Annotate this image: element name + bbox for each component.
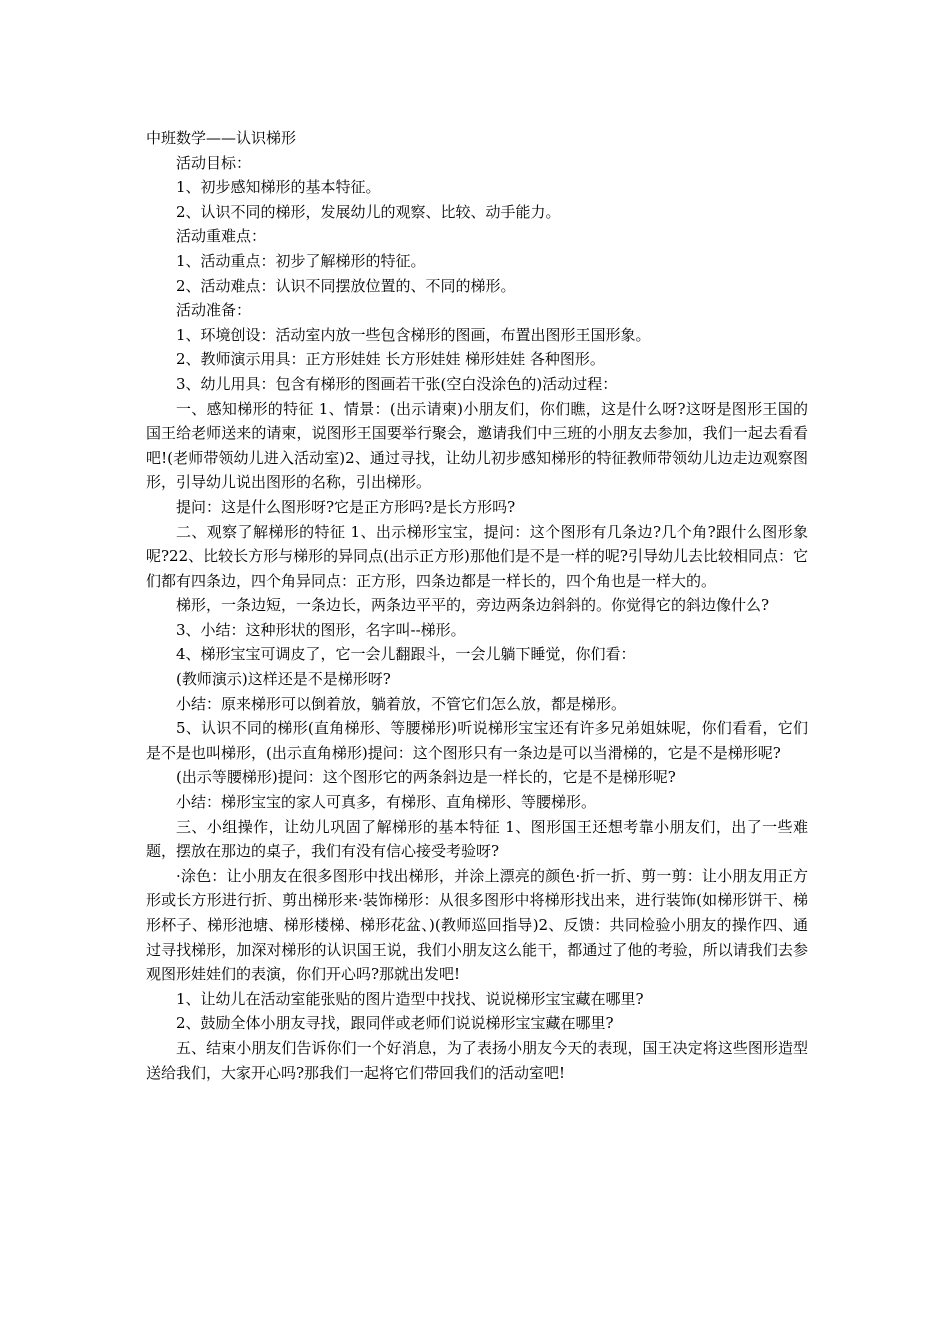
paragraph: 五、结束小朋友们告诉你们一个好消息，为了表扬小朋友今天的表现，国王决定将这些图形造型送给我们，大家开心吗?那我们一起将它们带回我们的活动室吧! <box>146 1038 808 1082</box>
paragraph: 活动重难点： <box>176 227 267 246</box>
paragraph: 1、初步感知梯形的基本特征。 <box>176 178 381 197</box>
paragraph: 1、环境创设：活动室内放一些包含梯形的图画，布置出图形王国形象。 <box>176 325 651 344</box>
paragraph: 4、梯形宝宝可调皮了，它一会儿翻跟斗，一会儿躺下睡觉，你们看： <box>176 645 636 664</box>
paragraph: 提问：这是什么图形呀?它是正方形吗?是长方形吗? <box>176 497 516 516</box>
paragraph: 二、观察了解梯形的特征 1、出示梯形宝宝，提问：这个图形有几条边?几个角?跟什么图形象呢?22、比较长方形与梯形的异同点(出示正方形)那他们是不是一样的呢?引导幼儿去比较相同点：它们都有四条边，四个角异同点：正方形，四条边都是一样长的，四个角也是一样大的。 <box>146 522 808 590</box>
paragraph: 小结：梯形宝宝的家人可真多，有梯形、直角梯形、等腰梯形。 <box>176 793 597 812</box>
paragraph: 1、让幼儿在活动室能张贴的图片造型中找找、说说梯形宝宝藏在哪里? <box>176 989 644 1008</box>
paragraph: 3、小结：这种形状的图形，名字叫--梯形。 <box>176 620 466 639</box>
paragraph: 一、感知梯形的特征 1、情景：(出示请柬)小朋友们，你们瞧，这是什么呀?这呀是图形王国的国王给老师送来的请柬，说图形王国要举行聚会，邀请我们中三班的小朋友去参加，我们一起去看看吧!(老师带领幼儿进入活动室)2、通过寻找，让幼儿初步感知梯形的特征教师带领幼儿边走边观察图形，引导幼儿说出图形的名称，引出梯形。 <box>146 399 808 492</box>
document-title: 中班数学——认识梯形 <box>146 129 297 147</box>
paragraph: (出示等腰梯形)提问：这个图形它的两条斜边是一样长的，它是不是梯形呢? <box>176 768 676 787</box>
paragraph: 三、小组操作，让幼儿巩固了解梯形的基本特征 1、图形国王还想考靠小朋友们，出了一些难题，摆放在那边的桌子，我们有没有信心接受考验呀? <box>146 817 808 861</box>
paragraph: 2、鼓励全体小朋友寻找，跟同伴或老师们说说梯形宝宝藏在哪里? <box>176 1014 614 1033</box>
paragraph: 2、活动难点：认识不同摆放位置的、不同的梯形。 <box>176 276 516 295</box>
paragraph: (教师演示)这样还是不是梯形呀? <box>176 670 391 689</box>
paragraph: ·涂色：让小朋友在很多图形中找出梯形，并涂上漂亮的颜色·折一折、剪一剪：让小朋友用正方形或长方形进行折、剪出梯形来·装饰梯形：从很多图形中将梯形找出来，进行装饰(如梯形饼干、梯形杯子、梯形池塘、梯形楼梯、梯形花盆、)(教师巡回指导)2、反馈：共同检验小朋友的操作四、通过寻找梯形，加深对梯形的认识国王说，我们小朋友这么能干，都通过了他的考验，所以请我们去参观图形娃娃们的表演，你们开心吗?那就出发吧! <box>146 866 808 984</box>
paragraph: 2、认识不同的梯形，发展幼儿的观察、比较、动手能力。 <box>176 202 561 221</box>
paragraph: 3、幼儿用具：包含有梯形的图画若干张(空白没涂色的)活动过程： <box>176 374 618 393</box>
paragraph: 2、教师演示用具：正方形娃娃 长方形娃娃 梯形娃娃 各种图形。 <box>176 350 605 369</box>
paragraph: 1、活动重点：初步了解梯形的特征。 <box>176 251 426 270</box>
paragraph: 活动准备： <box>176 301 252 320</box>
paragraph: 小结：原来梯形可以倒着放，躺着放，不管它们怎么放，都是梯形。 <box>176 694 627 713</box>
paragraph: 梯形，一条边短，一条边长，两条边平平的，旁边两条边斜斜的。你觉得它的斜边像什么? <box>176 596 770 615</box>
document-page <box>146 126 808 1085</box>
paragraph: 活动目标： <box>176 153 252 172</box>
paragraph: 5、认识不同的梯形(直角梯形、等腰梯形)听说梯形宝宝还有许多兄弟姐妹呢，你们看看，它们是不是也叫梯形，(出示直角梯形)提问：这个图形只有一条边是可以当滑梯的，它是不是梯形呢? <box>146 719 808 762</box>
